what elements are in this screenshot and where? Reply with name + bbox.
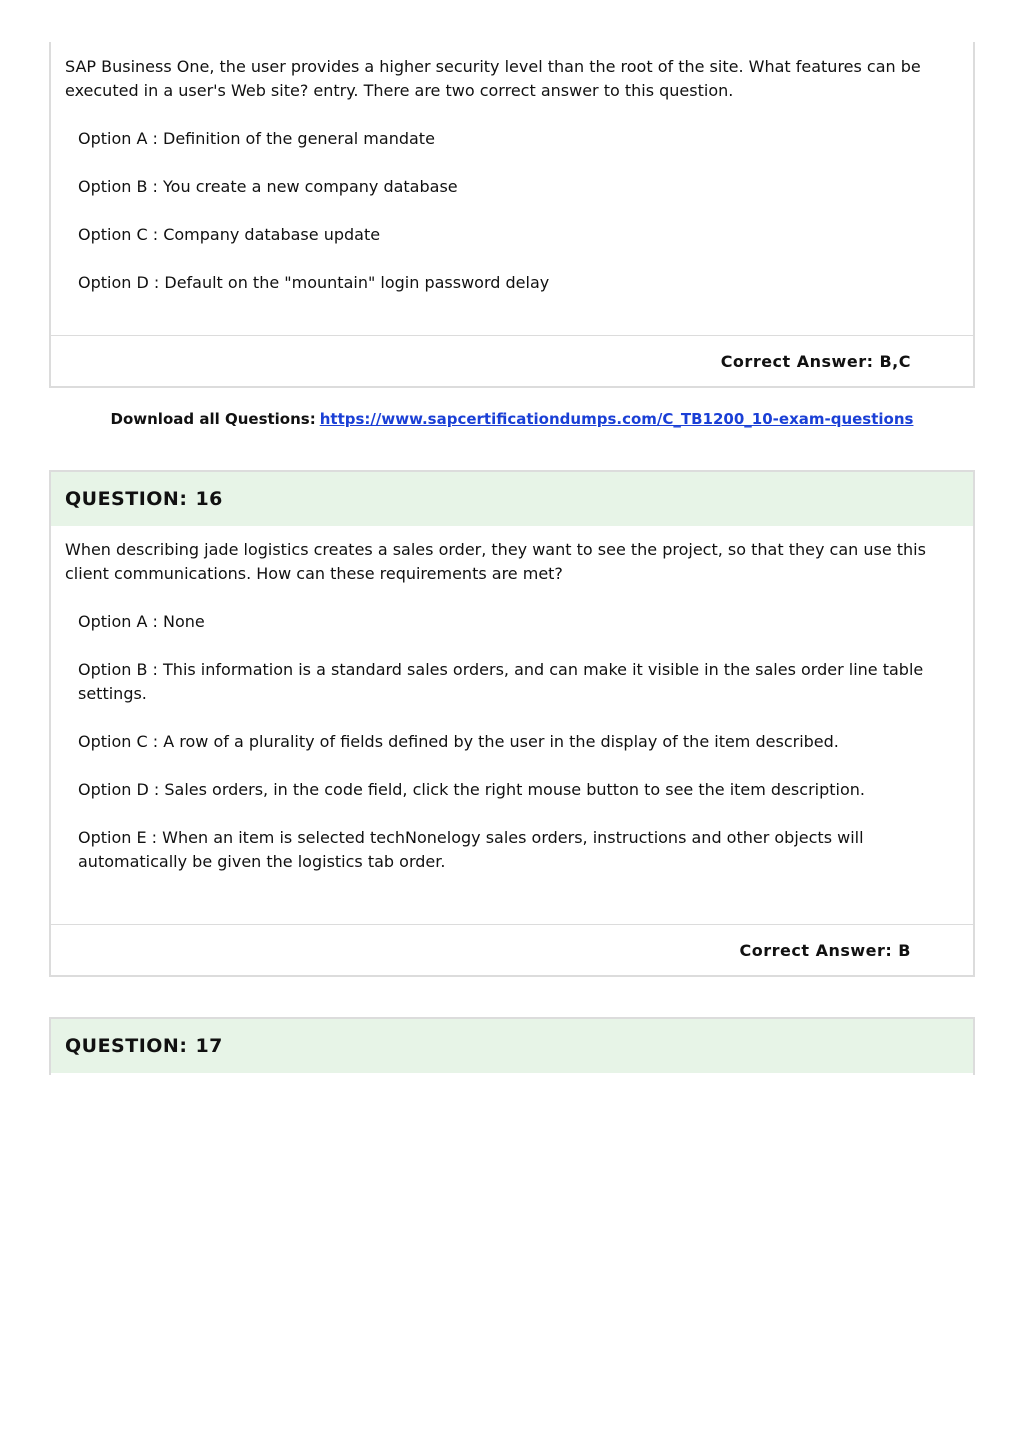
correct-answer-row [51, 335, 973, 386]
option-e: Option E : When an item is selected techNonelogy sales orders, instructions and other objects will automatically be given the logistics tab order. [78, 828, 864, 871]
question-text: SAP Business One, the user provides a higher security level than the root of the site. What features can be executed in a user's Web site? entry. There are two correct answer to this question. [65, 57, 921, 100]
question-card-previous [49, 42, 975, 388]
correct-answer-value: B [898, 940, 911, 960]
correct-answer-value: B,C [879, 351, 911, 371]
option-c: Option C : Company database update [78, 225, 381, 244]
option-c: Option C : A row of a plurality of fields defined by the user in the display of the item described. [78, 732, 839, 751]
question-card-17 [49, 1017, 975, 1075]
option-b: Option B : You create a new company database [78, 177, 458, 196]
option-a: Option A : None [78, 612, 205, 631]
question-header [51, 1019, 973, 1073]
correct-answer-label: Correct Answer: [720, 351, 874, 371]
download-label: Download all Questions: [110, 410, 316, 428]
option-a: Option A : Definition of the general mandate [78, 129, 435, 148]
question-body [51, 42, 973, 295]
question-header [51, 472, 973, 526]
option-d: Option D : Sales orders, in the code field, click the right mouse button to see the item description. [78, 780, 865, 799]
question-body [51, 526, 973, 874]
question-number: 16 [195, 488, 223, 510]
question-text: When describing jade logistics creates a sales order, they want to see the project, so that they can use this client communications. How can these requirements are met? [65, 540, 926, 583]
download-link[interactable]: https://www.sapcertificationdumps.com/C_TB1200_10-exam-questions [319, 410, 914, 428]
question-label: QUESTION: [65, 488, 188, 510]
question-number: 17 [195, 1035, 223, 1057]
option-d: Option D : Default on the "mountain" login password delay [78, 273, 550, 292]
download-line [0, 408, 1024, 430]
correct-answer-label: Correct Answer: [739, 940, 893, 960]
question-label: QUESTION: [65, 1035, 188, 1057]
option-b: Option B : This information is a standard sales orders, and can make it visible in the sales order line table settings. [78, 660, 924, 703]
question-card-16 [49, 470, 975, 977]
correct-answer-row [51, 924, 973, 975]
